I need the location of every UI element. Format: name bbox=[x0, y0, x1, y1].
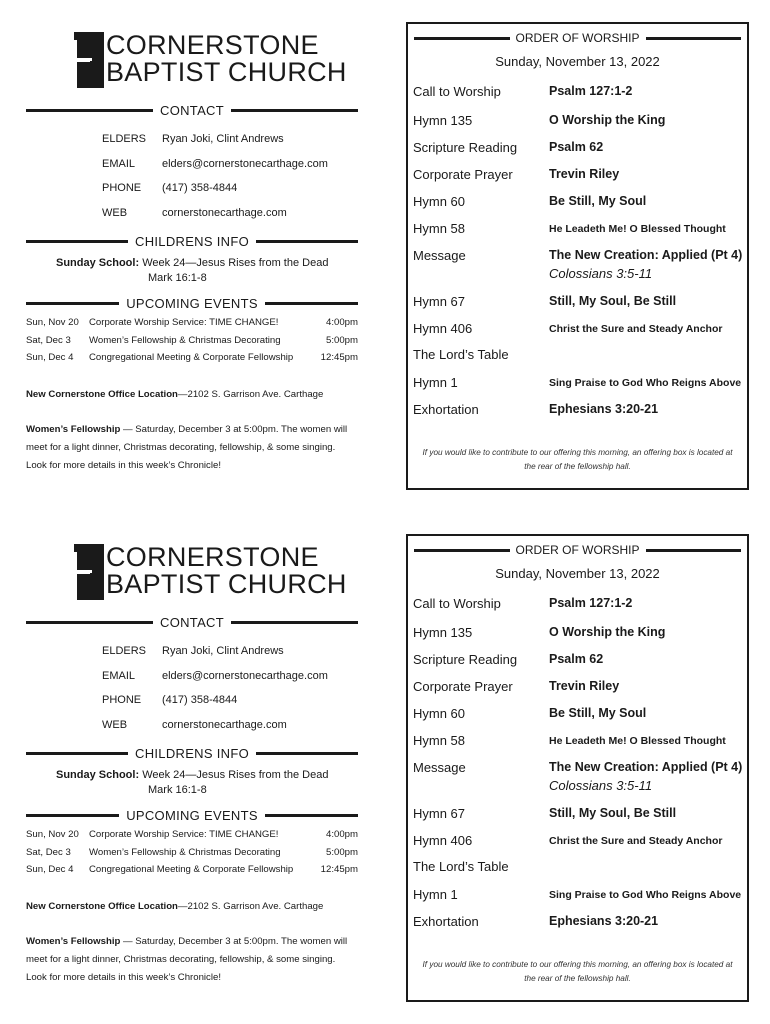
divider bbox=[265, 814, 358, 817]
event-title: Congregational Meeting & Corporate Fellowship bbox=[89, 352, 294, 363]
worship-item bbox=[413, 194, 748, 212]
contact-heading: CONTACT bbox=[26, 102, 358, 118]
office-location-label: New Cornerstone Office Location bbox=[26, 389, 178, 400]
order-of-worship-heading: ORDER OF WORSHIP bbox=[414, 30, 741, 46]
church-logo bbox=[50, 30, 347, 92]
events-heading: UPCOMING EVENTS bbox=[26, 295, 358, 311]
womens-fellowship-text: — Saturday, December 3 at 5:00pm. The women will meet for a light dinner, Christmas decorating, fellowship, & some singing. Look for more details in this week’s Chronicle! bbox=[26, 424, 348, 471]
worship-item-label: Hymn 1 bbox=[413, 375, 458, 390]
worship-item bbox=[413, 596, 748, 614]
worship-item-label: The Lord’s Table bbox=[413, 347, 509, 362]
worship-item bbox=[413, 914, 748, 932]
worship-item-label: Corporate Prayer bbox=[413, 679, 513, 694]
event-title: Women’s Fellowship & Christmas Decorating bbox=[89, 335, 281, 346]
top-info-column bbox=[26, 0, 360, 512]
sunday-school-label: Sunday School: bbox=[56, 769, 140, 781]
worship-item-value: He Leadeth Me! O Blessed Thought bbox=[549, 735, 726, 747]
worship-item bbox=[413, 806, 748, 824]
worship-item-value: Be Still, My Soul bbox=[549, 706, 647, 720]
worship-item-value: Psalm 62 bbox=[549, 652, 604, 666]
event-row bbox=[26, 352, 360, 368]
worship-item-value: O Worship the King bbox=[549, 113, 666, 127]
event-date: Sun, Dec 4 bbox=[26, 352, 74, 363]
contact-value: Ryan Joki, Clint Andrews bbox=[162, 133, 284, 145]
worship-item-label: Exhortation bbox=[413, 402, 479, 417]
sunday-school-lesson: Week 24—Jesus Rises from the Dead bbox=[142, 769, 329, 781]
worship-item bbox=[413, 248, 748, 281]
worship-item bbox=[413, 140, 748, 158]
worship-item bbox=[413, 733, 748, 751]
church-name-line1: CORNERSTONE bbox=[106, 542, 319, 572]
contact-value[interactable]: elders@cornerstonecarthage.com bbox=[162, 158, 328, 170]
worship-item-value: Christ the Sure and Steady Anchor bbox=[549, 323, 723, 335]
office-location-address: —2102 S. Garrison Ave. Carthage bbox=[177, 389, 324, 400]
divider bbox=[26, 621, 153, 624]
worship-item-value: Still, My Soul, Be Still bbox=[549, 806, 677, 820]
worship-item-value: Sing Praise to God Who Reigns Above bbox=[549, 377, 742, 389]
worship-item-label: Hymn 60 bbox=[413, 706, 466, 721]
event-row bbox=[26, 847, 360, 863]
event-row bbox=[26, 829, 360, 845]
worship-item-label: Hymn 67 bbox=[413, 806, 466, 821]
worship-item-value: Be Still, My Soul bbox=[549, 194, 647, 208]
cross-logo-icon bbox=[50, 32, 104, 88]
worship-item bbox=[413, 375, 748, 393]
order-of-worship-heading: ORDER OF WORSHIP bbox=[414, 542, 741, 558]
worship-item bbox=[413, 321, 748, 339]
event-date: Sat, Dec 3 bbox=[26, 847, 71, 858]
worship-item-value: Still, My Soul, Be Still bbox=[549, 294, 677, 308]
service-date: Sunday, November 13, 2022 bbox=[495, 566, 660, 581]
worship-item-label: Call to Worship bbox=[413, 84, 501, 99]
contact-label: PHONE bbox=[102, 694, 142, 706]
event-date: Sun, Nov 20 bbox=[26, 317, 79, 328]
event-title: Congregational Meeting & Corporate Fellowship bbox=[89, 864, 294, 875]
office-location-label: New Cornerstone Office Location bbox=[26, 901, 178, 912]
church-logo bbox=[50, 542, 347, 604]
worship-item-label: Call to Worship bbox=[413, 596, 501, 611]
worship-item bbox=[413, 167, 748, 185]
events-heading: UPCOMING EVENTS bbox=[26, 807, 358, 823]
event-date: Sun, Nov 20 bbox=[26, 829, 79, 840]
office-location-address: —2102 S. Garrison Ave. Carthage bbox=[177, 901, 324, 912]
worship-item bbox=[413, 706, 748, 724]
cross-logo-icon bbox=[50, 544, 104, 600]
womens-fellowship-label: Women’s Fellowship bbox=[26, 936, 121, 947]
divider bbox=[646, 549, 742, 552]
worship-item-label: Exhortation bbox=[413, 914, 479, 929]
worship-item-label: Hymn 135 bbox=[413, 113, 473, 128]
womens-fellowship-note bbox=[26, 421, 356, 475]
divider bbox=[256, 752, 358, 755]
worship-item-value: Ephesians 3:20-21 bbox=[549, 914, 659, 928]
contact-label: EMAIL bbox=[102, 158, 136, 170]
divider bbox=[26, 814, 119, 817]
divider bbox=[26, 752, 128, 755]
event-title: Women’s Fellowship & Christmas Decorating bbox=[89, 847, 281, 858]
worship-item bbox=[413, 84, 748, 102]
divider bbox=[646, 37, 742, 40]
worship-item bbox=[413, 760, 748, 793]
bottom-info-column bbox=[26, 512, 360, 1024]
church-name-line2: BAPTIST CHURCH bbox=[106, 57, 347, 87]
worship-item-label: Hymn 135 bbox=[413, 625, 473, 640]
worship-item-value: Ephesians 3:20-21 bbox=[549, 402, 659, 416]
worship-item bbox=[413, 887, 748, 905]
sunday-school-lesson: Week 24—Jesus Rises from the Dead bbox=[142, 257, 329, 269]
event-date: Sun, Dec 4 bbox=[26, 864, 74, 875]
contact-label: EMAIL bbox=[102, 670, 136, 682]
event-title: Corporate Worship Service: TIME CHANGE! bbox=[89, 829, 279, 840]
offering-note: If you would like to contribute to our offering this morning, an offering box is located at the rear of the fellowship hall. bbox=[422, 960, 733, 983]
divider bbox=[26, 109, 153, 112]
worship-item bbox=[413, 221, 748, 239]
worship-item-value: The New Creation: Applied (Pt 4) bbox=[549, 760, 743, 774]
sunday-school-passage: Mark 16:1-8 bbox=[148, 784, 207, 796]
worship-item-value: Trevin Riley bbox=[549, 167, 620, 181]
worship-item-value: Trevin Riley bbox=[549, 679, 620, 693]
worship-item-label: Hymn 67 bbox=[413, 294, 466, 309]
worship-item-label: Hymn 1 bbox=[413, 887, 458, 902]
divider bbox=[414, 37, 510, 40]
childrens-heading: CHILDRENS INFO bbox=[26, 745, 358, 761]
service-date: Sunday, November 13, 2022 bbox=[495, 54, 660, 69]
worship-item-value: O Worship the King bbox=[549, 625, 666, 639]
worship-item-value: Christ the Sure and Steady Anchor bbox=[549, 835, 723, 847]
worship-item-label: Message bbox=[413, 248, 466, 263]
contact-label: WEB bbox=[102, 719, 128, 731]
event-time: 12:45pm bbox=[320, 352, 358, 363]
event-time: 4:00pm bbox=[326, 829, 358, 840]
contact-label: ELDERS bbox=[102, 645, 147, 657]
bottom-order-of-worship-box bbox=[406, 534, 749, 1002]
office-location-note bbox=[26, 898, 356, 916]
worship-item-label: Hymn 406 bbox=[413, 321, 473, 336]
church-name-line2: BAPTIST CHURCH bbox=[106, 569, 347, 599]
contact-heading: CONTACT bbox=[26, 614, 358, 630]
worship-item bbox=[413, 402, 748, 420]
worship-item bbox=[413, 679, 748, 697]
contact-label: ELDERS bbox=[102, 133, 147, 145]
contact-value[interactable]: cornerstonecarthage.com bbox=[162, 719, 287, 731]
worship-item-label: Message bbox=[413, 760, 466, 775]
worship-item-label: Corporate Prayer bbox=[413, 167, 513, 182]
offering-note: If you would like to contribute to our offering this morning, an offering box is located at the rear of the fellowship hall. bbox=[422, 448, 733, 471]
worship-item-label: Scripture Reading bbox=[413, 140, 518, 155]
event-time: 12:45pm bbox=[320, 864, 358, 875]
top-order-of-worship-box bbox=[406, 22, 749, 490]
sunday-school-passage: Mark 16:1-8 bbox=[148, 272, 207, 284]
sunday-school-label: Sunday School: bbox=[56, 257, 140, 269]
worship-item-reference: Colossians 3:5-11 bbox=[549, 778, 653, 793]
event-date: Sat, Dec 3 bbox=[26, 335, 71, 346]
worship-item-value: He Leadeth Me! O Blessed Thought bbox=[549, 223, 726, 235]
worship-item-value: Psalm 127:1-2 bbox=[549, 84, 633, 98]
worship-item-reference: Colossians 3:5-11 bbox=[549, 266, 653, 281]
divider bbox=[26, 302, 119, 305]
worship-item bbox=[413, 859, 748, 877]
event-title: Corporate Worship Service: TIME CHANGE! bbox=[89, 317, 279, 328]
event-row bbox=[26, 864, 360, 880]
divider bbox=[414, 549, 510, 552]
contact-value: (417) 358-4844 bbox=[162, 694, 238, 706]
event-time: 5:00pm bbox=[326, 335, 358, 346]
worship-item-value: Sing Praise to God Who Reigns Above bbox=[549, 889, 742, 901]
bulletin-bottom bbox=[0, 512, 770, 1024]
worship-item-label: Scripture Reading bbox=[413, 652, 518, 667]
divider bbox=[26, 240, 128, 243]
worship-item bbox=[413, 294, 748, 312]
divider bbox=[265, 302, 358, 305]
contact-label: WEB bbox=[102, 207, 128, 219]
womens-fellowship-note bbox=[26, 933, 356, 987]
worship-item bbox=[413, 347, 748, 365]
womens-fellowship-text: — Saturday, December 3 at 5:00pm. The women will meet for a light dinner, Christmas decorating, fellowship, & some singing. Look for more details in this week’s Chronicle! bbox=[26, 936, 348, 983]
worship-item-label: Hymn 60 bbox=[413, 194, 466, 209]
divider bbox=[231, 621, 358, 624]
worship-item-label: Hymn 58 bbox=[413, 733, 466, 748]
contact-value: Ryan Joki, Clint Andrews bbox=[162, 645, 284, 657]
womens-fellowship-label: Women’s Fellowship bbox=[26, 424, 121, 435]
worship-item-value: The New Creation: Applied (Pt 4) bbox=[549, 248, 743, 262]
worship-item-label: The Lord’s Table bbox=[413, 859, 509, 874]
church-name-line1: CORNERSTONE bbox=[106, 30, 319, 60]
contact-value[interactable]: elders@cornerstonecarthage.com bbox=[162, 670, 328, 682]
worship-item bbox=[413, 652, 748, 670]
contact-label: PHONE bbox=[102, 182, 142, 194]
contact-value: (417) 358-4844 bbox=[162, 182, 238, 194]
event-time: 4:00pm bbox=[326, 317, 358, 328]
event-time: 5:00pm bbox=[326, 847, 358, 858]
worship-item-label: Hymn 58 bbox=[413, 221, 466, 236]
contact-value[interactable]: cornerstonecarthage.com bbox=[162, 207, 287, 219]
event-row bbox=[26, 335, 360, 351]
worship-item bbox=[413, 833, 748, 851]
office-location-note bbox=[26, 386, 356, 404]
worship-item-value: Psalm 127:1-2 bbox=[549, 596, 633, 610]
worship-item bbox=[413, 625, 748, 643]
divider bbox=[231, 109, 358, 112]
event-row bbox=[26, 317, 360, 333]
worship-item-value: Psalm 62 bbox=[549, 140, 604, 154]
childrens-heading: CHILDRENS INFO bbox=[26, 233, 358, 249]
divider bbox=[256, 240, 358, 243]
worship-item-label: Hymn 406 bbox=[413, 833, 473, 848]
worship-item bbox=[413, 113, 748, 131]
